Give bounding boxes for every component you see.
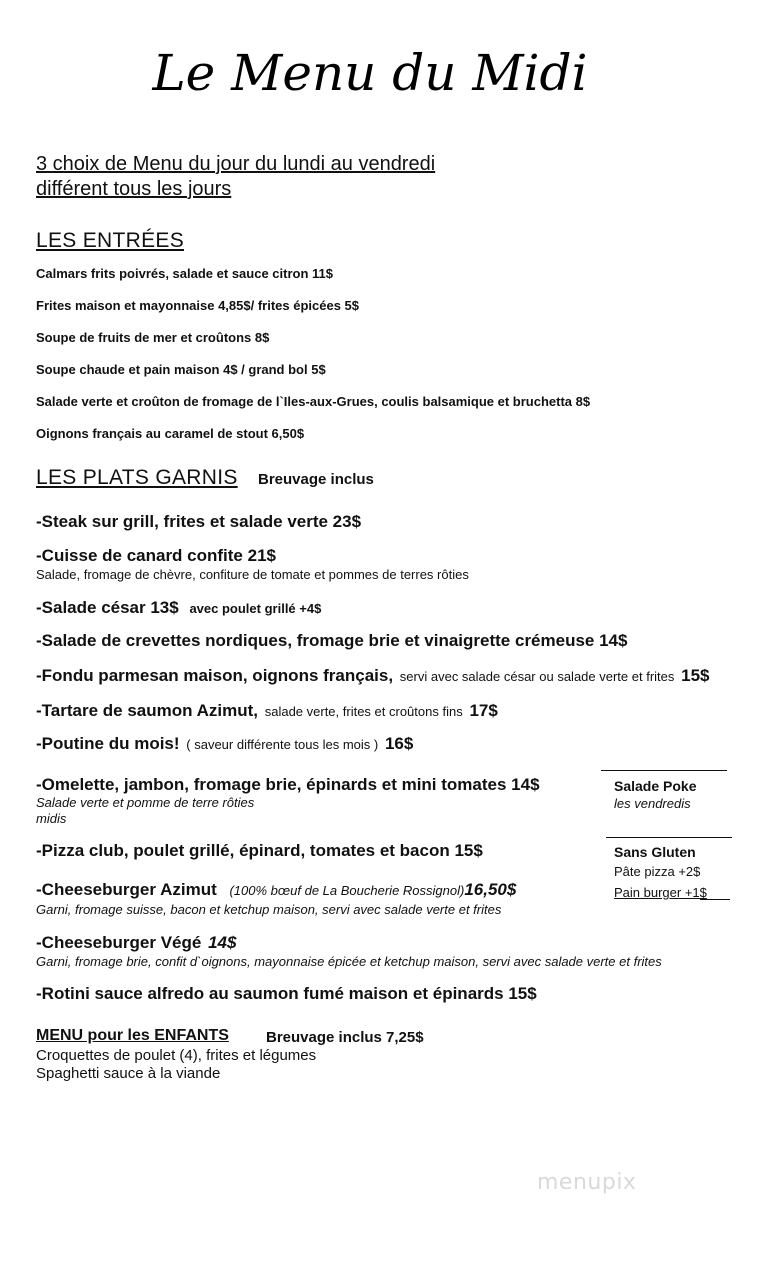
entree-item: Oignons français au caramel de stout 6,50$ <box>36 426 305 441</box>
entree-item: Salade verte et croûton de fromage de l`Iles-aux-Grues, coulis balsamique et bruchetta 8$ <box>36 394 591 409</box>
watermark-logo: menupix <box>537 1170 637 1195</box>
kids-item: Spaghetti sauce à la viande <box>36 1065 221 1082</box>
poke-title: Salade Poke <box>614 778 697 794</box>
plat-poutine <box>36 734 413 754</box>
plat-poutine-desc: ( saveur différente tous les mois ) <box>186 737 379 752</box>
page-title: Le Menu du Midi <box>152 44 588 102</box>
plat-fondu-price: 15$ <box>681 666 710 685</box>
gluten-underline <box>700 899 730 900</box>
plats-heading: LES PLATS GARNIS <box>36 466 238 489</box>
plat-fondu-title: -Fondu parmesan maison, oignons français, <box>36 666 394 685</box>
plat-pizza: -Pizza club, poulet grillé, épinard, tomates et bacon 15$ <box>36 841 483 860</box>
plat-omelette-desc: Salade verte et pomme de terre rôties <box>36 795 255 810</box>
plat-poutine-price: 16$ <box>384 734 414 753</box>
plat-vege-garni: Garni, fromage brie, confit d`oignons, mayonnaise épicée et ketchup maison, servi avec salade verte et frites <box>36 954 662 969</box>
kids-heading: MENU pour les ENFANTS <box>36 1027 229 1044</box>
gluten-divider <box>606 837 732 838</box>
plat-fondu <box>36 666 710 686</box>
plat-cesar-extra: avec poulet grillé +4$ <box>189 601 322 616</box>
gluten-burger: Pain burger +1$ <box>614 885 707 900</box>
plat-cheeseburger <box>36 880 516 900</box>
plat-omelette-desc-2: midis <box>36 811 67 826</box>
plat-vege-title: -Cheeseburger Végé <box>36 933 202 952</box>
entree-item: Soupe de fruits de mer et croûtons 8$ <box>36 330 270 345</box>
plat-tartare <box>36 701 498 721</box>
kids-drink-note: Breuvage inclus 7,25$ <box>266 1029 424 1046</box>
entree-item: Soupe chaude et pain maison 4$ / grand bol 5$ <box>36 362 326 377</box>
plat-cheeseburger-price: 16,50$ <box>464 880 517 899</box>
plat-steak: -Steak sur grill, frites et salade verte 23$ <box>36 512 362 531</box>
poke-subtitle: les vendredis <box>614 796 691 811</box>
kids-item: Croquettes de poulet (4), frites et légumes <box>36 1047 317 1064</box>
plat-tartare-title: -Tartare de saumon Azimut, <box>36 701 258 720</box>
entree-item: Frites maison et mayonnaise 4,85$/ frites épicées 5$ <box>36 298 359 313</box>
entree-item: Calmars frits poivrés, salade et sauce citron 11$ <box>36 266 333 281</box>
poke-divider <box>601 770 727 771</box>
plat-canard: -Cuisse de canard confite 21$ <box>36 546 276 565</box>
gluten-title: Sans Gluten <box>614 844 696 860</box>
plat-vege <box>36 933 236 953</box>
plat-crevettes: -Salade de crevettes nordiques, fromage brie et vinaigrette crémeuse 14$ <box>36 631 628 650</box>
plat-poutine-title: -Poutine du mois! <box>36 734 180 753</box>
intro-line-1: 3 choix de Menu du jour du lundi au vendredi <box>36 153 436 175</box>
plat-vege-price: 14$ <box>208 933 237 952</box>
plats-drink-note: Breuvage inclus <box>258 471 374 488</box>
plat-cheeseburger-garni: Garni, fromage suisse, bacon et ketchup maison, servi avec salade verte et frites <box>36 902 502 917</box>
plat-tartare-desc: salade verte, frites et croûtons fins <box>264 704 463 719</box>
plat-canard-desc: Salade, fromage de chèvre, confiture de tomate et pommes de terres rôties <box>36 567 469 582</box>
plat-cesar <box>36 598 321 618</box>
plat-cesar-title: -Salade césar 13$ <box>36 598 179 617</box>
gluten-pizza: Pâte pizza +2$ <box>614 864 701 879</box>
plat-cheeseburger-desc: (100% bœuf de La Boucherie Rossignol) <box>229 883 465 898</box>
plat-omelette: -Omelette, jambon, fromage brie, épinards et mini tomates 14$ <box>36 775 540 794</box>
intro-line-2: différent tous les jours <box>36 178 232 200</box>
entrees-heading: LES ENTRÉES <box>36 229 185 252</box>
plat-rotini: -Rotini sauce alfredo au saumon fumé maison et épinards 15$ <box>36 984 537 1003</box>
plat-cheeseburger-title: -Cheeseburger Azimut <box>36 880 217 899</box>
plat-fondu-desc: servi avec salade césar ou salade verte et frites <box>399 669 675 684</box>
plat-tartare-price: 17$ <box>469 701 498 720</box>
